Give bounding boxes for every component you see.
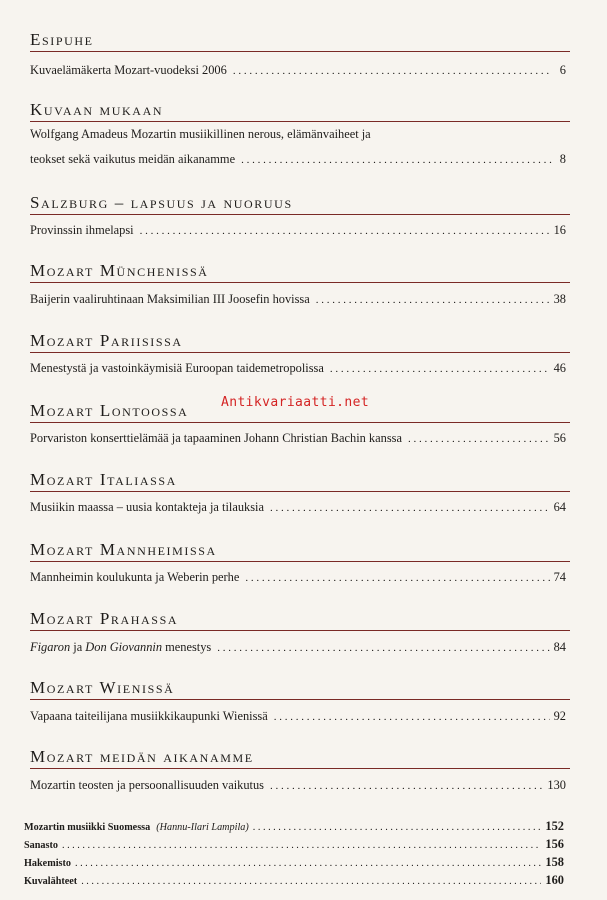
section-rule	[30, 352, 570, 353]
appendix-entry[interactable]	[24, 837, 564, 853]
toc-entry[interactable]	[30, 430, 566, 447]
section-rule	[30, 282, 570, 283]
page-number: 130	[547, 778, 566, 792]
section-praha	[30, 609, 570, 631]
entry-text: Mozartin teosten ja persoonallisuuden vaikutus	[30, 778, 264, 792]
entry-text: Baijerin vaaliruhtinaan Maksimilian III Joosefin hovissa	[30, 292, 310, 306]
section-rule	[30, 214, 570, 215]
dot-leader	[316, 292, 550, 308]
section-title: Mozart meidän aikanamme	[30, 747, 254, 766]
entry-text: Mozartin musiikki Suomessa	[24, 822, 151, 833]
toc-entry[interactable]	[30, 360, 566, 377]
section-kuvaan-mukaan	[30, 100, 570, 122]
section-munchen	[30, 261, 570, 283]
section-pariisi	[30, 331, 570, 353]
section-title: Mozart Münchenissä	[30, 261, 209, 280]
section-rule	[30, 768, 570, 769]
dot-leader	[330, 361, 550, 377]
section-mannheim	[30, 540, 570, 562]
page-number: 160	[545, 873, 564, 887]
section-rule	[30, 51, 570, 52]
toc-entry[interactable]	[30, 639, 566, 656]
appendix-entry[interactable]	[24, 855, 564, 871]
page-number: 92	[553, 709, 566, 723]
entry-text: Sanasto	[24, 840, 58, 851]
appendix-entry[interactable]	[24, 873, 564, 889]
entry-text: Mannheimin koulukunta ja Weberin perhe	[30, 570, 240, 584]
dot-leader	[217, 640, 549, 656]
entry-text: Vapaana taiteilijana musiikkikaupunki Wienissä	[30, 709, 268, 723]
page-number: 38	[553, 292, 566, 306]
entry-text	[30, 639, 211, 655]
section-rule	[30, 561, 570, 562]
page-number: 64	[553, 500, 566, 514]
section-title: Esipuhe	[30, 30, 94, 49]
section-esipuhe	[30, 30, 570, 52]
page-number: 16	[553, 223, 566, 237]
entry-text: Provinssin ihmelapsi	[30, 223, 134, 237]
section-meidan-aikanamme	[30, 747, 570, 769]
section-rule	[30, 699, 570, 700]
entry-text: Musiikin maassa – uusia kontakteja ja tilauksia	[30, 500, 265, 514]
section-title: Mozart Pariisissa	[30, 331, 183, 350]
dot-leader	[81, 875, 541, 889]
section-wien	[30, 678, 570, 700]
dot-leader	[245, 570, 549, 586]
entry-text-line1: Wolfgang Amadeus Mozartin musiikillinen nerous, elämänvaiheet ja	[30, 127, 371, 141]
section-rule	[30, 422, 570, 423]
dot-leader	[140, 223, 550, 239]
page-number: 8	[559, 152, 566, 166]
section-italia	[30, 470, 570, 492]
dot-leader	[408, 431, 550, 447]
dot-leader	[253, 821, 542, 835]
page-number: 46	[553, 361, 566, 375]
toc-entry[interactable]	[30, 291, 566, 308]
section-salzburg	[30, 193, 570, 215]
dot-leader	[270, 778, 543, 794]
page-number: 6	[559, 63, 566, 77]
entry-text: Hakemisto	[24, 858, 71, 869]
toc-entry[interactable]	[30, 151, 566, 168]
toc-entry[interactable]	[30, 569, 566, 586]
entry-text: Kuvaelämäkerta Mozart-vuodeksi 2006	[30, 63, 227, 77]
watermark-text: Antikvariaatti.net	[221, 395, 370, 410]
entry-text-rest: menestys	[162, 640, 212, 654]
section-title: Mozart Lontoossa	[30, 401, 189, 420]
section-title: Mozart Prahassa	[30, 609, 179, 628]
section-title: Kuvaan mukaan	[30, 100, 164, 119]
toc-entry[interactable]	[30, 62, 566, 79]
entry-text: teokset sekä vaikutus meidän aikanamme	[30, 152, 236, 166]
toc-entry[interactable]	[30, 222, 566, 239]
section-rule	[30, 630, 570, 631]
dot-leader	[274, 709, 550, 725]
toc-entry[interactable]	[30, 499, 566, 516]
page-number: 74	[553, 570, 566, 584]
dot-leader	[62, 839, 541, 853]
page-number: 152	[545, 819, 564, 833]
page-number: 156	[545, 837, 564, 851]
toc-entry[interactable]	[30, 708, 566, 725]
dot-leader	[75, 857, 541, 871]
page-number: 84	[553, 640, 566, 654]
section-title: Mozart Italiassa	[30, 470, 177, 489]
appendix-entry[interactable]	[24, 819, 564, 835]
dot-leader	[270, 500, 550, 516]
toc-entry[interactable]	[30, 777, 566, 794]
entry-author: (Hannu-Ilari Lampila)	[156, 822, 249, 833]
page-number: 56	[553, 431, 566, 445]
section-title: Salzburg – lapsuus ja nuoruus	[30, 193, 293, 212]
entry-text: Porvariston konserttielämää ja tapaaminen Johann Christian Bachin kanssa	[30, 431, 402, 445]
section-rule	[30, 491, 570, 492]
page-number: 158	[545, 855, 564, 869]
dot-leader	[233, 63, 552, 79]
entry-text: Kuvalähteet	[24, 876, 78, 887]
italic-title-don-giovanni: Don Giovannin	[85, 640, 163, 654]
section-title: Mozart Wienissä	[30, 678, 175, 697]
entry-text: Menestystä ja vastoinkäymisiä Euroopan taidemetropolissa	[30, 361, 324, 375]
section-title: Mozart Mannheimissa	[30, 540, 217, 559]
section-rule	[30, 121, 570, 122]
dot-leader	[241, 152, 552, 168]
entry-text-mid: ja	[70, 640, 86, 654]
italic-title-figaro: Figaron	[30, 640, 71, 654]
